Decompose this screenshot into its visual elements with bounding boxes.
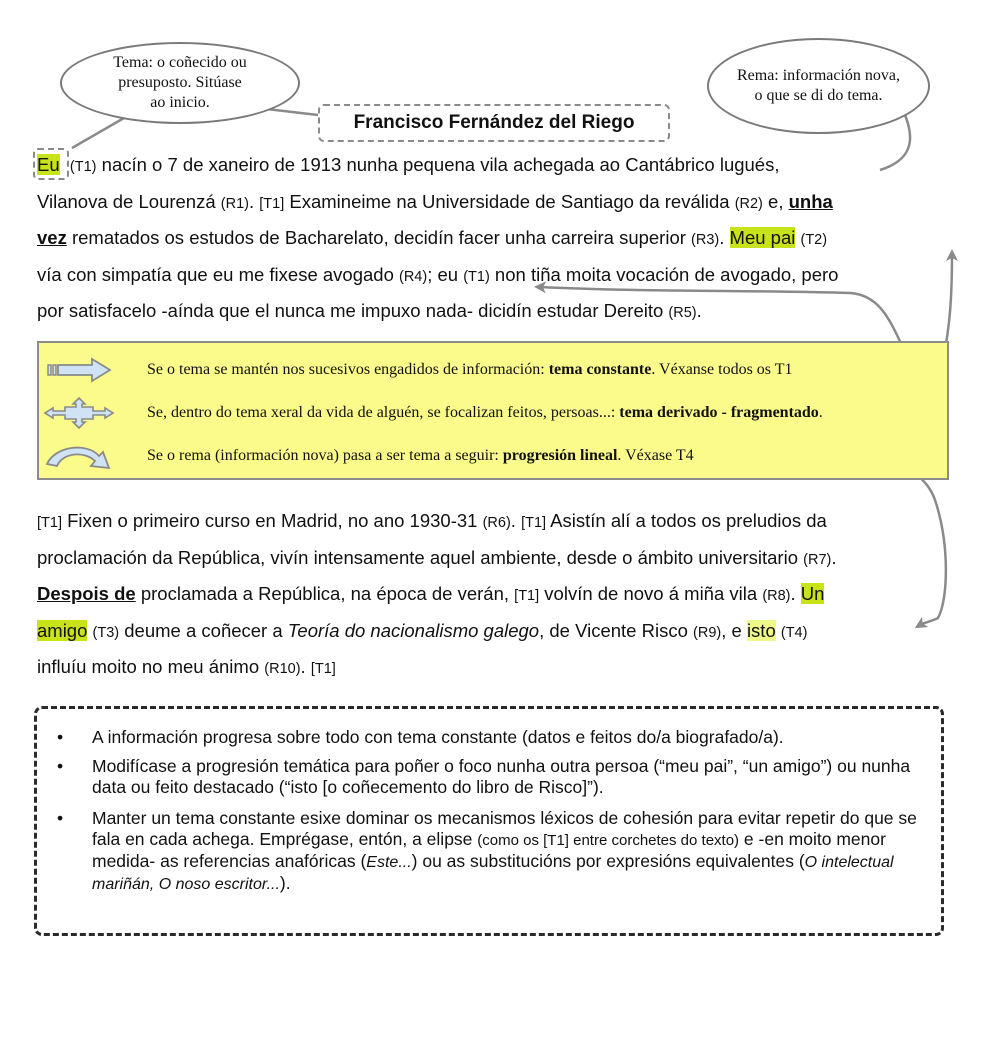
bullet: • <box>57 756 64 776</box>
theme-tag: (T1) <box>463 268 490 285</box>
text: , e <box>721 619 747 641</box>
text: proclamación da República, vivín intensamente aquel ambiente, desde o ámbito universitario <box>37 546 804 568</box>
rema-bubble-line: Rema: información nova, <box>736 67 901 84</box>
striped-right-arrow-icon <box>39 355 119 385</box>
note-text: ). <box>279 873 291 893</box>
text: deume a coñecer a <box>119 619 288 641</box>
highlight-eu: Eu <box>37 154 60 175</box>
rheme-tag: (R6) <box>482 515 511 531</box>
paragraph-line <box>37 649 957 686</box>
paragraph-1 <box>37 147 957 330</box>
theme-tag: (T1) <box>69 159 97 175</box>
notes-box <box>34 706 944 936</box>
text: Examineime na Universidade de Santiago da reválida <box>284 190 735 212</box>
note-italic: O intelectual mariñán, O noso escritor... <box>92 854 894 893</box>
text: . <box>696 300 702 321</box>
theme-tag: (T2) <box>800 232 828 248</box>
theme-tag: (T3) <box>92 624 120 641</box>
paragraph-line <box>37 293 957 330</box>
text: non tiña moita vocación de avogado, pero <box>489 263 839 285</box>
bullet: • <box>57 727 64 747</box>
curved-arrow-icon <box>39 441 119 471</box>
theme-tag: [T1] <box>310 661 336 677</box>
connector-vez: vez <box>37 227 67 248</box>
theme-tag: (T4) <box>780 624 808 641</box>
legend-text: Se o rema (información nova) pasa a ser tema a seguir: progresión lineal. Véxase T4 <box>147 447 694 464</box>
theme-tag: [T1] <box>514 588 540 604</box>
tema-bubble-tail-to-eu <box>72 118 124 148</box>
text: , de Vicente Risco <box>539 619 694 641</box>
text: volvín de novo á miña vila <box>539 583 763 604</box>
legend-item <box>39 355 793 385</box>
note-item <box>37 727 917 748</box>
theme-tag: [T1] <box>259 195 285 212</box>
book-title: Teoría do nacionalismo galego <box>287 619 540 641</box>
rheme-tag: (R3) <box>691 232 720 248</box>
note-item <box>37 756 917 798</box>
legend-item <box>39 398 823 428</box>
text: . <box>719 227 730 248</box>
text: . <box>300 656 311 677</box>
text: Asistín alí a todos os preludios da <box>546 510 827 531</box>
highlight-isto: isto <box>746 619 776 641</box>
page-title: Francisco Fernández del Riego <box>353 112 635 133</box>
paragraph-line <box>37 503 957 540</box>
text: . <box>510 510 522 531</box>
text: Fixen o primeiro curso en Madrid, no ano 1930-31 <box>61 510 483 531</box>
text: proclamada a República, na época de verán, <box>135 583 515 604</box>
paragraph-line <box>37 576 957 613</box>
highlight-meu-pai: Meu pai <box>729 227 796 248</box>
legend-text: Se o tema se mantén nos sucesivos engadidos de información: tema constante. Véxanse todos os T1 <box>147 361 793 378</box>
note-text: e -en moito menor medida- as referencias anafóricas ( <box>92 829 886 871</box>
rema-bubble-line: o que se di do tema. <box>754 87 883 104</box>
note-item <box>37 808 917 895</box>
text: Vilanova de Lourenzá <box>37 190 221 212</box>
text: por satisfacelo -aínda que el nunca me impuxo nada- dicidín estudar Dereito <box>37 300 669 321</box>
text: rematados os estudos de Bacharelato, decidín facer unha carreira superior <box>66 227 692 248</box>
highlight-un: Un <box>800 583 825 604</box>
rheme-tag: (R7) <box>803 551 832 568</box>
rheme-tag: (R1) <box>220 195 249 212</box>
note-italic: Este... <box>366 854 412 871</box>
rheme-tag: (R10) <box>264 661 301 677</box>
connector-despois-de: Despois de <box>37 583 136 604</box>
title-box <box>318 104 670 142</box>
note-text: Modifícase a progresión temática para poñer o foco nunha outra persoa (“meu pai”, “un amigo”) ou nunha data ou feito destacado (“isto [o coñecemento do libro de Risco]”). <box>92 756 911 797</box>
paragraph-line <box>37 147 957 184</box>
highlight-amigo: amigo <box>37 619 88 641</box>
connector-unha: unha <box>788 190 833 212</box>
tema-bubble <box>60 42 300 124</box>
rema-bubble <box>707 38 930 134</box>
tema-bubble-line: presuposto. Sitúase <box>118 74 242 91</box>
note-text: ) ou as substitucións por expresións equivalentes ( <box>411 851 805 871</box>
text: ; eu <box>427 263 464 285</box>
note-text: A información progresa sobre todo con tema constante (datos e feitos do/a biografado/a). <box>92 727 784 747</box>
text: . <box>831 546 837 568</box>
progression-legend <box>37 341 949 480</box>
paragraph-line <box>37 220 957 257</box>
rheme-tag: (R9) <box>693 624 722 641</box>
paragraph-line <box>37 184 957 221</box>
text: e, <box>762 190 789 212</box>
legend-text: Se, dentro do tema xeral da vida de alguén, se focalizan feitos, persoas...: tema derivado - fragmentado. <box>147 404 823 421</box>
tema-bubble-line: ao inicio. <box>150 94 210 111</box>
bullet: • <box>57 808 64 828</box>
four-way-arrow-icon <box>39 398 119 428</box>
note-text: Manter un tema constante esixe dominar os mecanismos léxicos de cohesión para evitar repetir do que se fala en cada achega. Emprégase, entón, a elipse <box>92 808 917 849</box>
text: influíu moito no meu ánimo <box>37 656 265 677</box>
text: . <box>248 190 260 212</box>
rheme-tag: (R5) <box>668 305 697 321</box>
rheme-tag: (R2) <box>734 195 763 212</box>
tema-bubble-line: Tema: o coñecido ou <box>113 54 247 71</box>
rheme-tag: (R8) <box>762 588 791 604</box>
rheme-tag: (R4) <box>399 268 428 285</box>
paragraph-line <box>37 257 957 294</box>
theme-tag: [T1] <box>521 515 547 531</box>
text: vía con simpatía que eu me fixese avogado <box>37 263 399 285</box>
theme-tag: [T1] <box>37 515 62 531</box>
paragraph-line <box>37 540 957 577</box>
text: . <box>790 583 801 604</box>
legend-item <box>39 441 694 471</box>
notes-list <box>37 727 917 903</box>
paragraph-2 <box>37 503 957 686</box>
text: nacín o 7 de xaneiro de 1913 nunha pequena vila achegada ao Cantábrico lugués, <box>96 154 780 175</box>
note-text: (como os [T1] entre corchetes do texto) <box>477 832 740 849</box>
paragraph-line <box>37 613 957 650</box>
